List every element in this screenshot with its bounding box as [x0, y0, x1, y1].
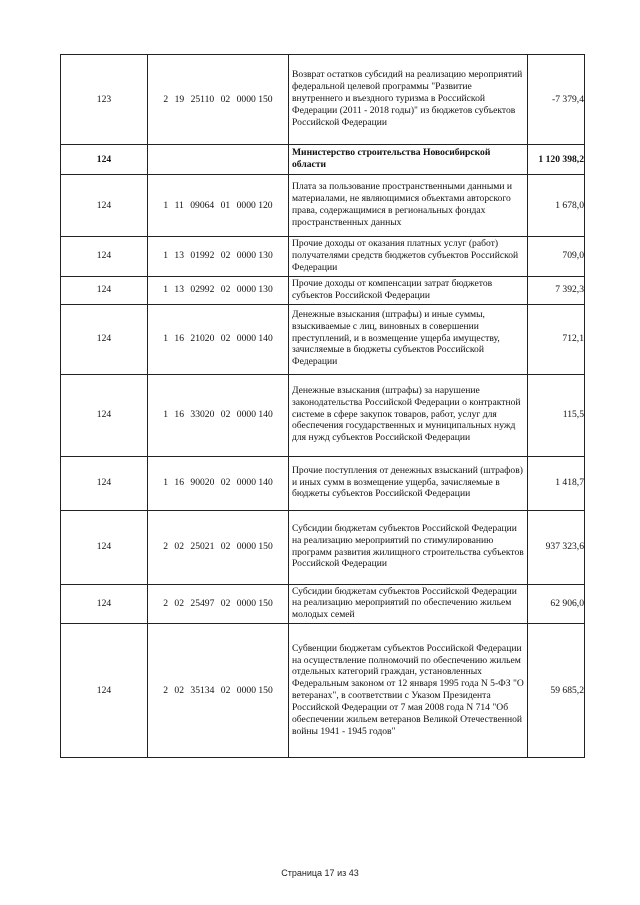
code-part-group: 2 — [163, 93, 169, 105]
revenue-name-text: Возврат остатков субсидий на реализацию мероприятий федеральной целевой программы "Развитие внутреннего и въездного туризма в Российской Федерации (2011 - 2018 годы)" из бюджетов субъектов Российской Федерации — [292, 69, 523, 128]
amount-cell: 1 120 398,2 — [528, 145, 585, 175]
admin-code-cell: 123 — [61, 55, 148, 145]
table-row — [61, 55, 585, 145]
code-part-group: 1 — [163, 409, 168, 421]
revenue-name-cell — [289, 276, 528, 304]
code-part-program: 0000 150 — [236, 684, 273, 696]
page-number-label: Страница 17 из 43 — [281, 868, 359, 878]
code-part-article: 25110 — [190, 93, 215, 105]
budget-revenue-table — [60, 54, 585, 758]
table-row — [61, 145, 585, 175]
code-part-program: 0000 120 — [236, 199, 273, 211]
revenue-name-cell — [289, 584, 528, 624]
code-part-element: 02 — [220, 284, 231, 296]
revenue-name-text: Субсидии бюджетам субъектов Российской Федерации на реализацию мероприятий по обеспечению жильем молодых семей — [292, 585, 517, 621]
amount-cell: 1 418,7 — [528, 456, 585, 510]
revenue-name-cell — [289, 55, 528, 145]
revenue-name-cell — [289, 145, 528, 175]
amount-cell: 62 906,0 — [528, 584, 585, 624]
code-part-article: 09064 — [190, 199, 215, 211]
amount-cell: -7 379,4 — [528, 55, 585, 145]
revenue-name-text: Субвенции бюджетам субъектов Российской Федерации на осуществление полномочий по обеспечению жильем отдельных категорий граждан, установленных Федеральным законом от 12 января 1995 года N 5-ФЗ "О ветеранах", в соответствии с Указом Президента Российской Федерации от 7 мая 2008 года N 714 "Об обеспечении жильем ветеранов Великой Отечественной войны 1941 - 1945 годов" — [292, 642, 524, 737]
code-part-group: 1 — [163, 199, 169, 211]
table-row — [61, 276, 585, 304]
code-part-element: 02 — [220, 333, 231, 345]
code-part-subgroup: 16 — [174, 409, 184, 421]
code-part-group: 2 — [163, 684, 168, 696]
revenue-name-text: Прочие доходы от компенсации затрат бюджетов субъектов Российской Федерации — [292, 277, 493, 301]
code-part-group: 2 — [163, 541, 168, 553]
code-part-element: 02 — [220, 93, 231, 105]
revenue-name-text: Денежные взыскания (штрафы) и иные суммы, взыскиваемые с лиц, виновных в совершении преступлений, и в возмещение ущерба имуществу, зачисляемые в бюджеты субъектов Российской Федерации — [292, 308, 500, 368]
code-part-group: 1 — [163, 284, 168, 296]
code-part-subgroup: 11 — [174, 199, 184, 211]
code-part-element: 02 — [220, 541, 231, 553]
code-part-subgroup: 02 — [174, 597, 184, 609]
revenue-code-cell — [148, 276, 289, 304]
code-part-subgroup: 13 — [174, 284, 184, 296]
admin-code-cell: 124 — [61, 237, 148, 277]
code-part-subgroup: 16 — [174, 477, 184, 489]
table-row — [61, 237, 585, 277]
revenue-code-cell — [148, 237, 289, 277]
amount-cell: 1 678,0 — [528, 175, 585, 237]
amount-cell: 115,5 — [528, 374, 585, 456]
code-part-article: 25497 — [190, 597, 215, 609]
code-part-group: 1 — [163, 250, 168, 262]
revenue-name-cell — [289, 237, 528, 277]
code-part-article: 01992 — [190, 250, 215, 262]
code-part-program: 0000 150 — [236, 597, 273, 609]
code-part-group: 1 — [163, 477, 168, 489]
revenue-name-cell — [289, 624, 528, 758]
revenue-name-cell — [289, 374, 528, 456]
table-row — [61, 510, 585, 584]
admin-code-cell: 124 — [61, 145, 148, 175]
code-part-program: 0000 150 — [236, 541, 273, 553]
revenue-code-cell — [148, 55, 289, 145]
page-footer — [0, 868, 640, 878]
code-part-subgroup: 16 — [174, 333, 184, 345]
admin-code-cell: 124 — [61, 175, 148, 237]
revenue-code-cell — [148, 510, 289, 584]
code-part-program: 0000 150 — [236, 93, 273, 105]
revenue-code-cell — [148, 374, 289, 456]
table-body — [61, 55, 585, 758]
admin-code-cell: 124 — [61, 584, 148, 624]
revenue-code-cell — [148, 456, 289, 510]
revenue-name-text: Плата за пользование пространственными данными и материалами, не являющимися объектами авторского права, содержащимися в региональных фондах пространственных данных — [292, 181, 513, 228]
code-part-article: 90020 — [190, 477, 215, 489]
revenue-name-text: Прочие поступления от денежных взысканий (штрафов) и иных сумм в возмещение ущерба, зачисляемые в бюджеты субъектов Российской Федерации — [292, 464, 523, 500]
table-row — [61, 456, 585, 510]
amount-cell: 937 323,6 — [528, 510, 585, 584]
table-row — [61, 304, 585, 374]
admin-code-cell: 124 — [61, 456, 148, 510]
amount-cell: 7 392,3 — [528, 276, 585, 304]
admin-code-cell: 124 — [61, 624, 148, 758]
admin-code-cell: 124 — [61, 374, 148, 456]
code-part-article: 33020 — [190, 409, 215, 421]
code-part-element: 02 — [220, 597, 231, 609]
code-part-element: 02 — [220, 250, 231, 262]
revenue-name-text: Министерство строительства Новосибирской области — [292, 147, 491, 170]
code-part-subgroup: 02 — [174, 541, 184, 553]
revenue-name-cell — [289, 175, 528, 237]
revenue-name-cell — [289, 510, 528, 584]
code-part-program: 0000 130 — [236, 284, 273, 296]
code-part-program: 0000 140 — [236, 477, 273, 489]
revenue-code-cell — [148, 175, 289, 237]
amount-cell: 712,1 — [528, 304, 585, 374]
revenue-name-text: Субсидии бюджетам субъектов Российской Федерации на реализацию мероприятий по стимулированию программ развития жилищного строительства субъектов Российской Федерации — [292, 522, 524, 570]
code-part-article: 25021 — [190, 541, 215, 553]
code-part-subgroup: 13 — [174, 250, 184, 262]
code-part-element: 02 — [220, 409, 231, 421]
revenue-name-text: Денежные взыскания (штрафы) за нарушение законодательства Российской Федерации о контрактной системе в сфере закупок товаров, работ, услуг для обеспечения государственных и муниципальных нужд для нужд субъектов Российской Федерации — [292, 384, 521, 444]
code-part-group: 1 — [163, 333, 168, 345]
code-part-article: 02992 — [190, 284, 215, 296]
revenue-code-cell — [148, 624, 289, 758]
code-part-program: 0000 140 — [236, 409, 273, 421]
code-part-element: 02 — [220, 477, 231, 489]
code-part-article: 21020 — [190, 333, 215, 345]
revenue-code-cell — [148, 145, 289, 175]
amount-cell: 59 685,2 — [528, 624, 585, 758]
table-row — [61, 584, 585, 624]
revenue-name-text: Прочие доходы от оказания платных услуг (работ) получателями средств бюджетов субъектов Российской Федерации — [292, 238, 519, 273]
revenue-code-cell — [148, 304, 289, 374]
admin-code-cell: 124 — [61, 304, 148, 374]
revenue-name-cell — [289, 304, 528, 374]
revenue-code-cell — [148, 584, 289, 624]
revenue-name-cell — [289, 456, 528, 510]
table-row — [61, 624, 585, 758]
table-row — [61, 175, 585, 237]
code-part-subgroup: 02 — [174, 684, 184, 696]
code-part-group: 2 — [163, 597, 168, 609]
admin-code-cell: 124 — [61, 276, 148, 304]
admin-code-cell: 124 — [61, 510, 148, 584]
amount-cell: 709,0 — [528, 237, 585, 277]
code-part-program: 0000 140 — [236, 333, 273, 345]
code-part-subgroup: 19 — [174, 93, 185, 105]
code-part-element: 02 — [220, 684, 231, 696]
code-part-program: 0000 130 — [236, 250, 273, 262]
table-row — [61, 374, 585, 456]
code-part-article: 35134 — [190, 684, 215, 696]
code-part-element: 01 — [220, 199, 231, 211]
